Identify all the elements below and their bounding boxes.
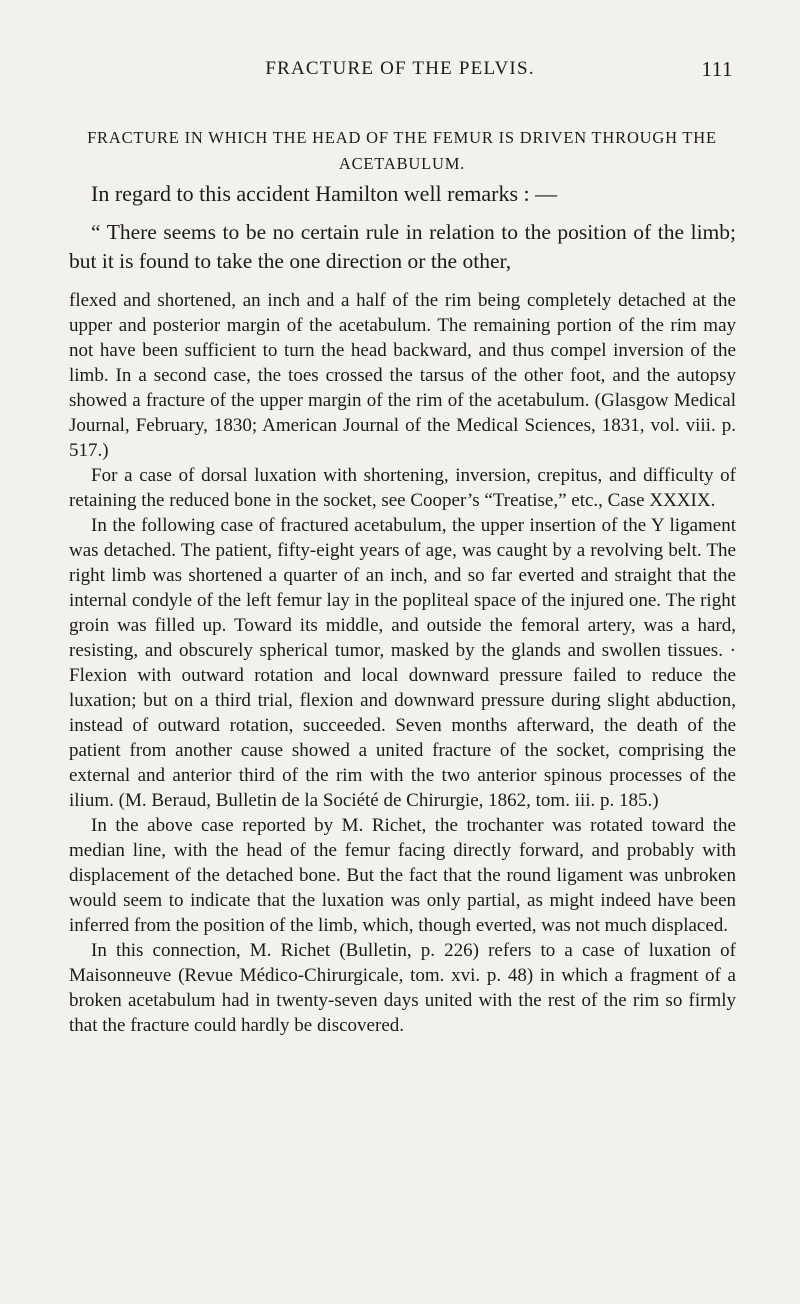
- paragraph-case-glasgow: flexed and shortened, an inch and a half of the rim being completely detached at the upper and posterior margin of the acetabulum. The remaining portion of the rim may not have been sufficient to turn the head backward, and thus compel inversion of the limb. In a second case, the toes crossed the tarsus of the other foot, and the autopsy showed a fracture of the upper margin of the rim of the acetabulum. (Glasgow Medical Journal, February, 1830; American Journal of the Medical Sciences, 1831, vol. viii. p. 517.): [69, 290, 736, 461]
- paragraph-intro: In regard to this accident Hamilton well remarks : —: [91, 181, 558, 206]
- page-number: 111: [701, 57, 733, 81]
- paragraph-cooper-reference: For a case of dorsal luxation with shortening, inversion, crepitus, and difficulty of retaining the reduced bone in the socket, see Cooper’s “Treatise,” etc., Case XXXIX.: [69, 465, 736, 511]
- running-title: FRACTURE OF THE PELVIS.: [265, 58, 535, 79]
- body-text: [69, 179, 736, 1038]
- paragraph-quotation: “ There seems to be no certain rule in relation to the position of the limb; but it is found to take the one direction or the other,: [69, 220, 736, 273]
- paragraph-maisonneuve-case: In this connection, M. Richet (Bulletin, p. 226) refers to a case of luxation of Maisonneuve (Revue Médico-Chirurgicale, tom. xvi. p. 48) in which a fragment of a broken acetabulum had in twenty-seven days united with the rest of the rim so firmly that the fracture could hardly be discovered.: [69, 940, 736, 1036]
- section-heading: FRACTURE IN WHICH THE HEAD OF THE FEMUR IS DRIVEN THROUGH THE ACETABULUM.: [87, 128, 717, 173]
- paragraph-richet-case: In the above case reported by M. Richet, the trochanter was rotated toward the median line, with the head of the femur facing directly forward, and probably with displacement of the detached bone. But the fact that the round ligament was unbroken would seem to indicate that the luxation was only partial, as might indeed have been inferred from the position of the limb, which, though everted, was not much displaced.: [69, 815, 736, 936]
- paragraph-beraud-case: In the following case of fractured acetabulum, the upper insertion of the Y ligament was detached. The patient, fifty-eight years of age, was caught by a revolving belt. The right limb was shortened a quarter of an inch, and so far everted and straight that the internal condyle of the left femur lay in the popliteal space of the injured one. The right groin was filled up. Toward its middle, and outside the femoral artery, was a hard, resisting, and obscurely spherical tumor, masked by the glands and swollen tissues. · Flexion with outward rotation and local downward pressure failed to reduce the luxation; but on a third trial, flexion and downward pressure during slight abduction, instead of outward rotation, succeeded. Seven months afterward, the death of the patient from another cause showed a united fracture of the socket, comprising the external and anterior third of the rim with the two anterior spinous processes of the ilium. (M. Beraud, Bulletin de la Société de Chirurgie, 1862, tom. iii. p. 185.): [69, 515, 736, 811]
